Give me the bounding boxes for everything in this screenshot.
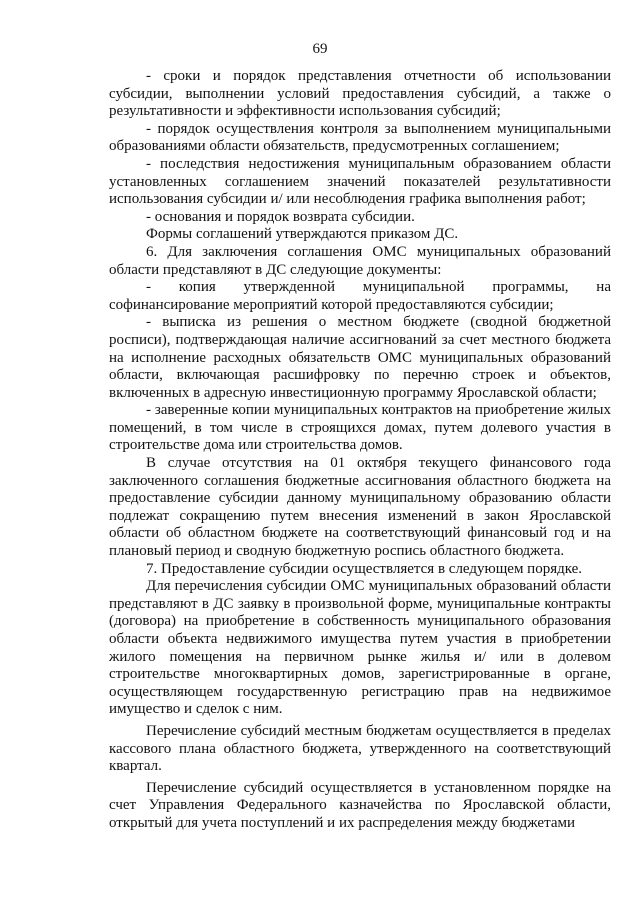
paragraph-agreement-forms: Формы соглашений утверждаются приказом ДС.	[146, 226, 459, 243]
paragraph-reporting-terms: - сроки и порядок представления отчетности об использовании субсидии, выполнении условий предоставления субсидий, а также о результативности и эффективности использования субсидий;	[109, 68, 611, 120]
paragraph-section-7: 7. Предоставление субсидии осуществляется в следующем порядке.	[146, 560, 583, 577]
paragraph-budget-extract: - выписка из решения о местном бюджете (сводной бюджетной росписи), подтверждающая наличие ассигнований за счет местного бюджета на исполнение расходных обязательств ОМС муниципальных образований области, включающая расшифровку по перечню строек и объектов, включенных в адресную инвестиционную программу Ярославской области;	[109, 314, 611, 401]
page-number: 69	[312, 41, 328, 57]
paragraph-refund-grounds: - основания и порядок возврата субсидии.	[146, 208, 415, 225]
paragraph-contract-copies: - заверенные копии муниципальных контрактов на приобретение жилых помещений, в том числе в строящихся домах, путем долевого участия в строительстве дома или строительства домов.	[109, 402, 611, 454]
paragraph-transfer-request: Для перечисления субсидии ОМС муниципальных образований области представляют в ДС заявку в произвольной форме, муниципальные контракты (договора) на приобретение в собственность муниципального образования области объекта недвижимого имущества путем участия в приобретении жилого помещения на первичном рынке жилья и/ или в долевом строительстве многоквартирных домов, зарегистрированные в органе, осуществляющем государственную регистрацию прав на недвижимое имущество и сделок с ним.	[109, 578, 611, 718]
paragraph-treasury-account: Перечисление субсидий осуществляется в установленном порядке на счет Управления Федерального казначейства по Ярославской области, открытый для учета поступлений и их распределения между бюджетами	[109, 779, 611, 831]
document-body	[109, 68, 611, 833]
paragraph-cash-plan: Перечисление субсидий местным бюджетам осуществляется в пределах кассового плана областного бюджета, утвержденного на соответствующий квартал.	[109, 722, 611, 775]
paragraph-consequences: - последствия недостижения муниципальным образованием области установленных соглашением значений показателей результативности использования субсидии и/ или несоблюдения графика выполнения работ;	[109, 155, 611, 208]
paragraph-no-agreement: В случае отсутствия на 01 октября текущего финансового года заключенного соглашения бюджетные ассигнования областного бюджета на предоставление субсидии данному муниципальному образованию области подлежат сокращению путем внесения изменений в закон Ярославской области об областном бюджете на соответствующий финансовый год и на плановый период и сводную бюджетную роспись областного бюджета.	[109, 455, 611, 560]
paragraph-section-6: 6. Для заключения соглашения ОМС муниципальных образований области представляют в ДС следующие документы:	[109, 243, 611, 278]
paragraph-program-copy: - копия утвержденной муниципальной программы, на софинансирование мероприятий которой предоставляются субсидии;	[109, 279, 611, 313]
paragraph-control-procedure: - порядок осуществления контроля за выполнением муниципальными образованиями области обязательств, предусмотренных соглашением;	[109, 120, 611, 155]
